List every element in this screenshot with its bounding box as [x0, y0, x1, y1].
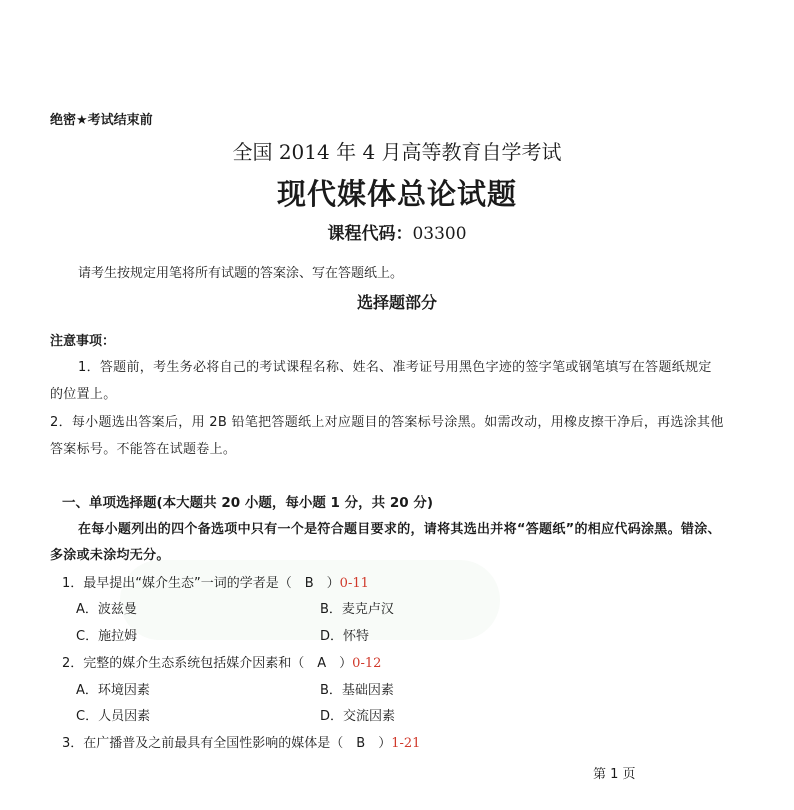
- question-3: [62, 732, 420, 751]
- notes-heading: 注意事项：: [50, 334, 116, 349]
- question-2-option-a: A．环境因素: [76, 683, 150, 698]
- question-2-text: 2．完整的媒介生态系统包括媒介因素和（ A ）: [62, 656, 353, 671]
- course-code-value: 03300: [412, 224, 467, 244]
- question-1-option-c: C．施拉姆: [76, 629, 138, 644]
- question-3-text: 3．在广播普及之前最具有全国性影响的媒体是（ B ）: [62, 736, 392, 751]
- paper-title: 现代媒体总论试题: [276, 177, 517, 211]
- part-1-heading: 一、单项选择题(本大题共 20 小题，每小题 1 分，共 20 分): [62, 495, 434, 511]
- question-2-option-c: C．人员因素: [76, 709, 151, 724]
- question-2-option-d: D．交流因素: [320, 709, 396, 724]
- part-1-desc-line-2: 多涂或未涂均无分。: [50, 548, 170, 563]
- general-instruction: 请考生按规定用笔将所有试题的答案涂、写在答题纸上。: [78, 266, 404, 281]
- note-item-1-line-1: 1．答题前，考生务必将自己的考试课程名称、姓名、准考证号用黑色字迹的签字笔或钢笔填写在答题纸规定: [78, 360, 712, 375]
- page-number: 第 1 页: [593, 767, 636, 782]
- exam-title: 全国 2014 年 4 月高等教育自学考试: [232, 140, 562, 164]
- question-1-ref: 0-11: [339, 576, 369, 591]
- part-1-desc-line-1: 在每小题列出的四个备选项中只有一个是符合题目要求的，请将其选出并将“答题纸”的相应代码涂黑。错涂、: [78, 522, 721, 537]
- question-1-option-a: A．波兹曼: [76, 602, 137, 617]
- note-item-2-line-1: 2．每小题选出答案后，用 2B 铅笔把答题纸上对应题目的答案标号涂黑。如需改动，用橡皮擦干净后，再选涂其他: [50, 415, 724, 430]
- question-1-option-d: D．怀特: [320, 629, 370, 644]
- confidential-mark: 绝密★考试结束前: [50, 113, 153, 128]
- note-item-1-line-2: 的位置上。: [50, 387, 117, 402]
- question-1: [62, 572, 369, 591]
- course-code-line: [0, 219, 794, 244]
- question-2: [62, 652, 381, 671]
- question-2-option-b: B．基础因素: [320, 683, 394, 698]
- question-1-text: 1．最早提出“媒介生态”一词的学者是（ B ）: [62, 576, 340, 591]
- question-1-option-b: B．麦克卢汉: [320, 602, 394, 617]
- question-2-ref: 0-12: [352, 656, 382, 671]
- course-code-label: 课程代码：: [327, 224, 413, 244]
- section-title: 选择题部分: [356, 293, 437, 312]
- note-item-2-line-2: 答案标号。不能答在试题卷上。: [50, 442, 237, 457]
- question-3-ref: 1-21: [391, 736, 421, 751]
